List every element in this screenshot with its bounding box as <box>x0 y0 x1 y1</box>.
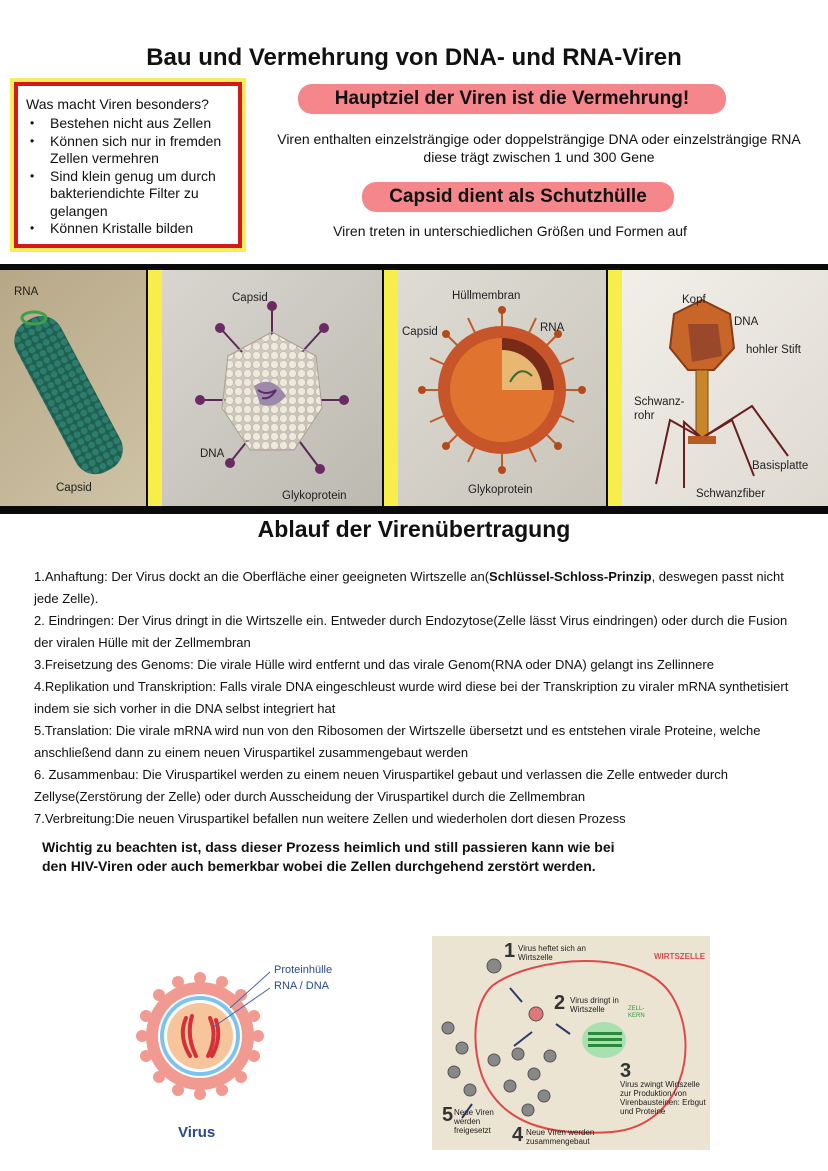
cycle-step-2-text: Virus dringt in Wirtszelle <box>570 996 619 1014</box>
panel-icosahedral-virus <box>162 270 382 506</box>
enveloped-virus-image <box>398 270 606 506</box>
shapes-text: Viren treten in unterschiedlichen Größen und Formen auf <box>333 223 687 239</box>
label-kopf: Kopf <box>682 294 706 306</box>
step-5: 5.Translation: Die virale mRNA wird nun von den Ribosomen der Wirtszelle übersetzt und es entstehen virale Proteine, welche anschließend dann zu einem neuen Viruspartikel zusammengebaut werden <box>34 723 761 760</box>
label-proteinhuelle: Proteinhülle <box>274 964 333 976</box>
icosahedral-virus-image <box>162 270 382 506</box>
separator <box>608 270 622 506</box>
section-title-transmission: Ablauf der Virenübertragung <box>257 516 571 542</box>
cycle-step-1-text: Virus heftet sich an Wirtszelle <box>518 944 586 962</box>
label-basisplatte: Basisplatte <box>752 460 809 472</box>
list-item: • Bestehen nicht aus Zellen <box>26 115 232 133</box>
page-title: Bau und Vermehrung von DNA- und RNA-Viren <box>146 44 682 71</box>
label-virus: Virus <box>178 1124 216 1141</box>
important-note <box>42 838 742 876</box>
virus-illustrations <box>0 264 828 514</box>
step-6: 6. Zusammenbau: Die Viruspartikel werden zu einem neuen Viruspartikel gebaut und verlassen die Zelle entweder durch Zellyse(Zerstörung der Zelle) oder durch Ausscheidung der Viruspartikel durch die Zellmembran <box>34 767 728 804</box>
step-1: 1.Anhaftung: Der Virus dockt an die Oberfläche einer geeigneten Wirtszelle an(Schlüssel-Schloss-Prinzip, deswegen passt nicht jede Zelle). <box>34 569 784 606</box>
note-line: Wichtig zu beachten ist, dass dieser Prozess heimlich und still passieren kann wie bei <box>42 839 615 855</box>
steps-list <box>34 566 794 830</box>
label-huellmembran: Hüllmembran <box>452 290 521 302</box>
step-7: 7.Verbreitung:Die neuen Viruspartikel befallen nun weitere Zellen und wiederholen dort diesen Prozess <box>34 811 626 826</box>
cycle-step-3-number: 3 <box>620 1060 632 1082</box>
label-rna: RNA <box>14 286 39 298</box>
separator <box>148 270 162 506</box>
label-dna: DNA <box>200 448 225 460</box>
label-schwanzfiber: Schwanzfiber <box>696 488 766 500</box>
panel-enveloped-virus <box>398 270 606 506</box>
step-3: 3.Freisetzung des Genoms: Die virale Hülle wird entfernt und das virale Genom(RNA oder DNA) gelangt ins Zellinnere <box>34 657 714 672</box>
text-line: Viren enthalten einzelsträngige oder doppelsträngige DNA oder einzelsträngige RNA <box>277 131 801 147</box>
label-dna: DNA <box>734 316 759 328</box>
cycle-step-4-text: Neue Viren werden zusammengebaut <box>526 1128 595 1146</box>
label-capsid: Capsid <box>56 482 92 494</box>
step-2: 2. Eindringen: Der Virus dringt in die Wirtszelle ein. Entweder durch Endozytose(Zelle lässt Virus eindringen) oder durch die Fusion der viralen Hülle mit der Zellmembran <box>34 613 788 650</box>
label-wirtszelle: WIRTSZELLE <box>654 952 706 961</box>
label-schwanzrohr-2: rohr <box>634 410 655 422</box>
label-hohler-stift: hohler Stift <box>746 344 801 356</box>
text-line: diese trägt zwischen 1 und 300 Gene <box>423 149 655 165</box>
info-box-heading: Was macht Viren besonders? <box>26 96 209 112</box>
label-schwanzrohr: Schwanz- <box>634 396 685 408</box>
label-zellkern: ZELL-KERN <box>628 1006 645 1019</box>
list-item: • Können Kristalle bilden <box>26 220 232 238</box>
highlight-main-goal: Hauptziel der Viren ist die Vermehrung! <box>298 84 726 114</box>
cycle-step-5-text: Neue Viren werden freigesetzt <box>454 1108 494 1135</box>
cycle-step-5-number: 5 <box>442 1104 454 1126</box>
label-glykoprotein: Glykoprotein <box>468 484 533 496</box>
cycle-step-3-text: Virus zwingt Wirtszelle zur Produktion von Virenbausteinen: Erbgut und Proteine <box>620 1080 706 1116</box>
info-list <box>26 115 232 238</box>
label-glykoprotein: Glykoprotein <box>282 490 347 502</box>
cycle-step-4-number: 4 <box>512 1124 524 1146</box>
helical-virus-image <box>0 270 146 506</box>
virus-schematic <box>120 958 360 1148</box>
label-rna: RNA <box>540 322 565 334</box>
highlight-capsid: Capsid dient als Schutzhülle <box>362 182 674 212</box>
cycle-step-1-number: 1 <box>504 940 516 962</box>
replication-cycle-diagram <box>432 936 710 1150</box>
panel-helical-virus <box>0 270 146 506</box>
info-box <box>14 82 242 248</box>
panel-bacteriophage <box>622 270 828 506</box>
label-rna-dna: RNA / DNA <box>274 980 330 992</box>
separator <box>384 270 398 506</box>
label-capsid: Capsid <box>402 326 438 338</box>
dna-rna-text <box>250 130 828 166</box>
note-line: den HIV-Viren oder auch bemerkbar wobei die Zellen durchgehend zerstört werden. <box>42 858 596 874</box>
label-capsid: Capsid <box>232 292 268 304</box>
list-item: • Sind klein genug um durch bakteriendichte Filter zu gelangen <box>26 168 232 221</box>
list-item: • Können sich nur in fremden Zellen vermehren <box>26 133 232 168</box>
cycle-step-2-number: 2 <box>554 992 566 1014</box>
step-4: 4.Replikation und Transkription: Falls virale DNA eingeschleust wurde wird diese bei der Transkription zu viraler mRNA synthetisiert indem sie sich vorher in die DNA selbst integriert hat <box>34 679 789 716</box>
